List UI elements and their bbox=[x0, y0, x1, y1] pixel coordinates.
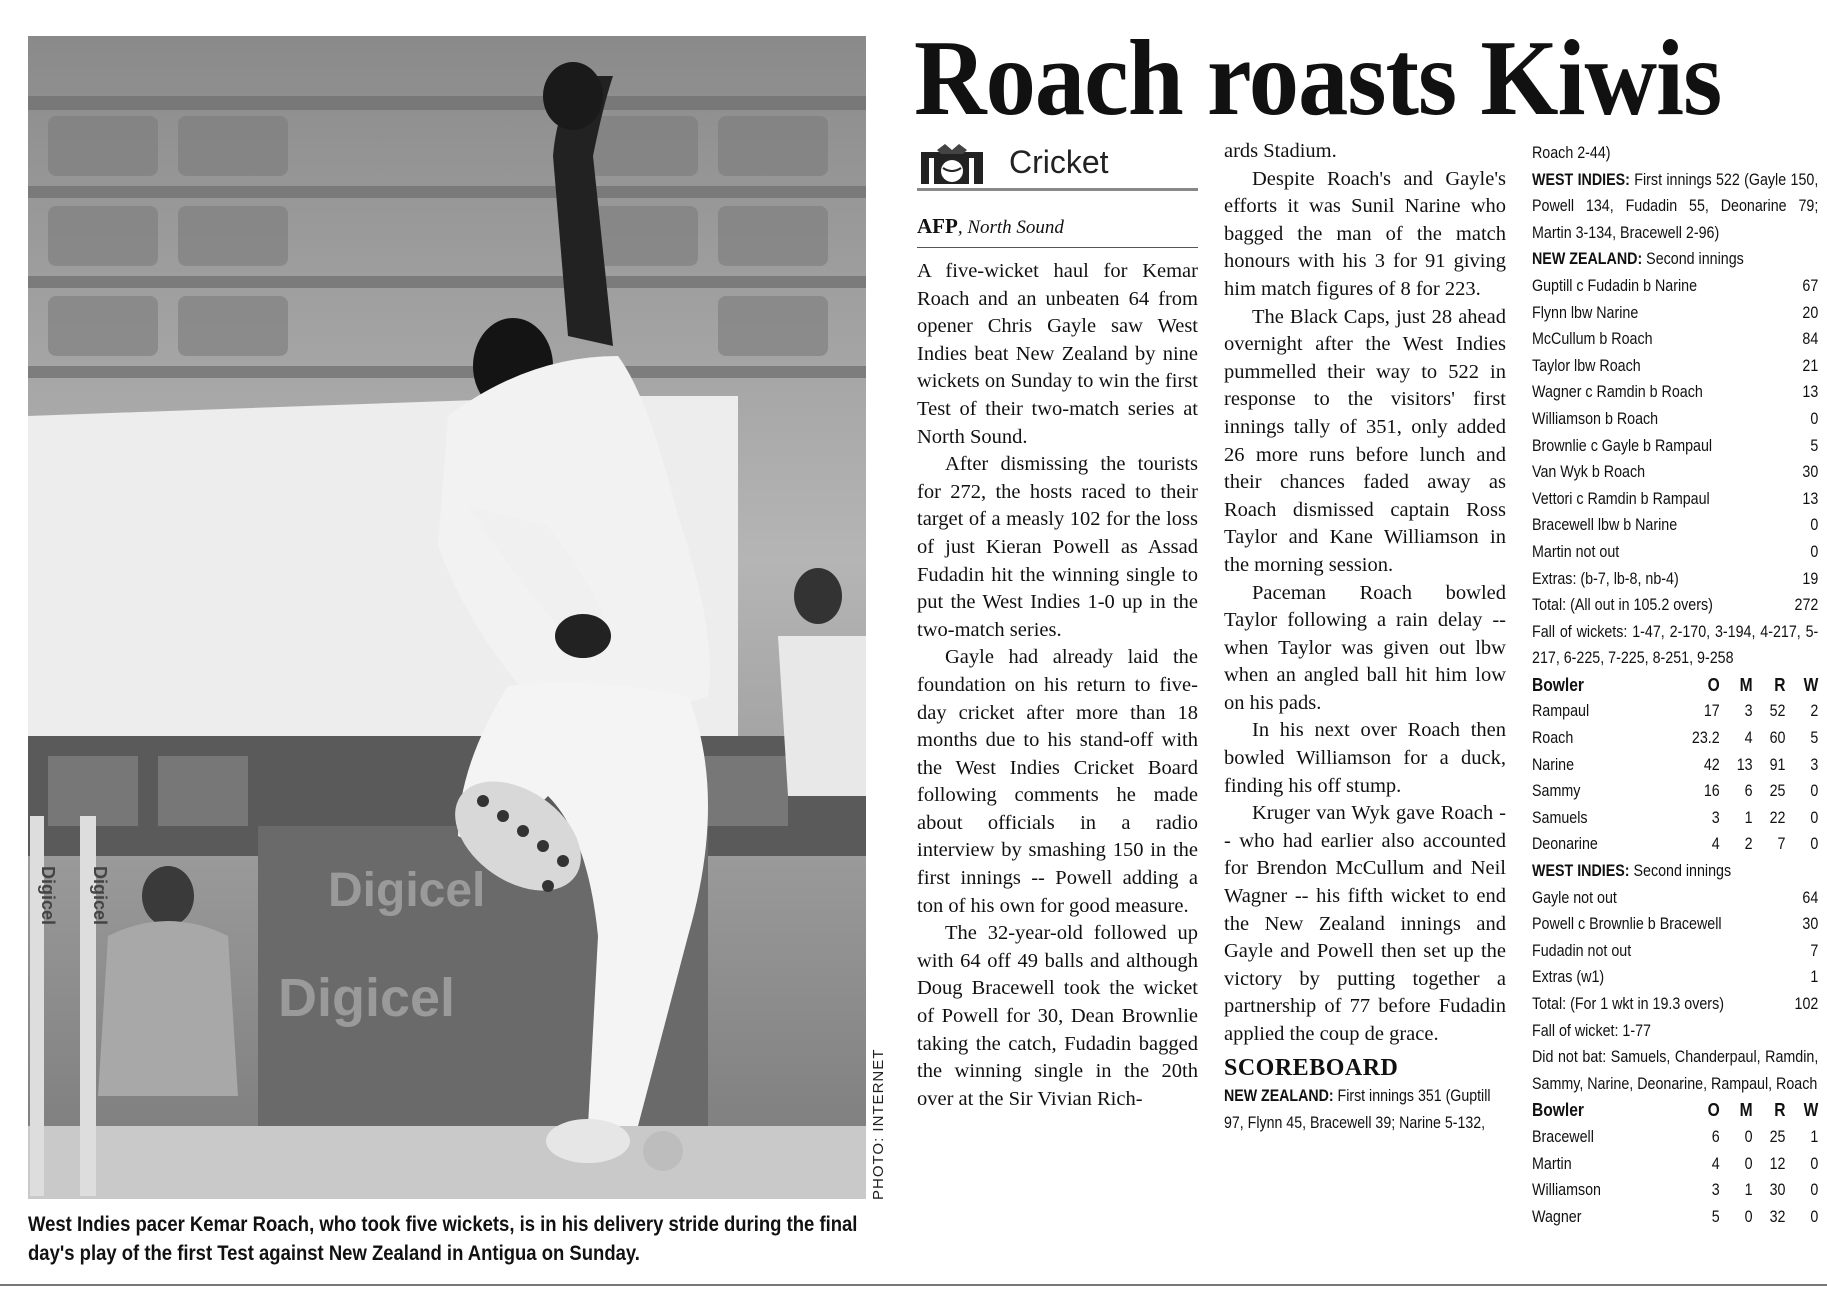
scoreboard-title: SCOREBOARD bbox=[1224, 1054, 1399, 1081]
bowler-wickets: 0 bbox=[1810, 808, 1819, 827]
bowler-name: Roach bbox=[1532, 729, 1574, 748]
col-overs: O bbox=[1707, 674, 1720, 695]
wi-batting-card bbox=[1532, 885, 1818, 1018]
batsman-dismissal: Guptill c Fudadin b Narine bbox=[1532, 276, 1698, 295]
bowler-maidens: 0 bbox=[1744, 1127, 1753, 1146]
nz-bowling-card bbox=[1532, 1124, 1818, 1230]
bowler-name: Wagner bbox=[1532, 1207, 1582, 1226]
bowler-overs: 4 bbox=[1711, 835, 1720, 854]
byline bbox=[917, 213, 1198, 248]
bowling-row bbox=[1532, 778, 1818, 805]
batting-row bbox=[1532, 592, 1818, 619]
bowler-maidens: 0 bbox=[1744, 1154, 1753, 1173]
bowler-wickets: 0 bbox=[1810, 1207, 1819, 1226]
col-wickets: W bbox=[1803, 1100, 1819, 1121]
bowler-maidens: 0 bbox=[1744, 1207, 1753, 1226]
paragraph: After dismissing the tourists for 272, the hosts raced to their target of a measly 102 for the loss of just Kieran Powell as Assad Fudadin hit the winning single to put the West Indies 1-0 up in the two-match series. bbox=[917, 453, 1198, 641]
batsman-dismissal: Extras (w1) bbox=[1532, 968, 1605, 987]
nz-first-innings-cont: Roach 2-44) bbox=[1532, 144, 1611, 162]
col-wickets: W bbox=[1803, 674, 1819, 695]
stump-sign-text: Digicel bbox=[38, 866, 58, 926]
team-label: NEW ZEALAND: bbox=[1532, 250, 1643, 269]
batsman-runs: 30 bbox=[1802, 463, 1819, 482]
bowler-maidens: 4 bbox=[1744, 729, 1753, 748]
batting-row bbox=[1532, 459, 1818, 486]
bowler-runs: 7 bbox=[1777, 835, 1786, 854]
bowler-overs: 5 bbox=[1711, 1207, 1720, 1226]
batsman-dismissal: Powell c Brownlie b Bracewell bbox=[1532, 915, 1722, 934]
batsman-dismissal: Williamson b Roach bbox=[1532, 409, 1659, 428]
bowler-runs: 91 bbox=[1769, 755, 1786, 774]
col-runs: R bbox=[1774, 1100, 1786, 1121]
photo-credit bbox=[870, 1000, 898, 1200]
batsman-dismissal: McCullum b Roach bbox=[1532, 330, 1653, 349]
batsman-dismissal: Total: (For 1 wkt in 19.3 overs) bbox=[1532, 995, 1724, 1013]
batsman-runs: 272 bbox=[1794, 596, 1819, 615]
bowling-row bbox=[1532, 1151, 1818, 1178]
bowler-runs: 52 bbox=[1769, 702, 1786, 721]
bowler-name: Rampaul bbox=[1532, 702, 1590, 721]
batsman-runs: 0 bbox=[1810, 516, 1819, 535]
cricket-logo-icon bbox=[919, 144, 985, 186]
paragraph: In his next over Roach then bowled Williamson for a duck, finding his off stump. bbox=[1224, 719, 1506, 797]
bowler-runs: 12 bbox=[1769, 1154, 1786, 1173]
bowler-name: Sammy bbox=[1532, 782, 1581, 801]
byline-agency: AFP bbox=[917, 214, 958, 238]
batting-row bbox=[1532, 512, 1818, 539]
bowler-wickets: 0 bbox=[1810, 782, 1819, 801]
batting-row bbox=[1532, 938, 1818, 965]
bowler-wickets: 0 bbox=[1810, 1154, 1819, 1173]
innings-label: Second innings bbox=[1633, 862, 1732, 881]
bowler-wickets: 0 bbox=[1810, 1181, 1819, 1200]
batsman-dismissal: Total: (All out in 105.2 overs) bbox=[1532, 596, 1713, 615]
bowler-runs: 32 bbox=[1769, 1207, 1786, 1226]
headline: Roach roasts Kiwis bbox=[914, 19, 1722, 138]
bowler-runs: 60 bbox=[1769, 729, 1786, 748]
bowler-maidens: 2 bbox=[1744, 835, 1753, 854]
batting-row bbox=[1532, 486, 1818, 513]
section-label: Cricket bbox=[1009, 144, 1109, 180]
wi-second-innings-heading bbox=[1532, 858, 1818, 885]
paragraph: The Black Caps, just 28 ahead overnight after the West Indies pummelled their way to 522 in response to the visitors' first innings tally of 351, only added 26 more runs before lunch and their chances faded away as Roach dismissed captain Ross Taylor and Kane Williamson in the morning session. bbox=[1224, 305, 1506, 576]
batsman-runs: 84 bbox=[1802, 330, 1819, 349]
bowler-overs: 6 bbox=[1711, 1127, 1720, 1146]
batting-row bbox=[1532, 885, 1818, 912]
wi-fall-of-wicket: Fall of wicket: 1-77 bbox=[1532, 1021, 1651, 1040]
did-not-bat: Did not bat: Samuels, Chanderpaul, Ramdin, Sammy, Narine, Deonarine, Rampaul, Roach bbox=[1532, 1048, 1819, 1093]
bowling-row bbox=[1532, 1204, 1818, 1231]
bowler-overs: 42 bbox=[1703, 755, 1720, 774]
batsman-dismissal: Vettori c Ramdin b Rampaul bbox=[1532, 489, 1710, 508]
bowler-maidens: 13 bbox=[1736, 755, 1753, 774]
bowling-row bbox=[1532, 1124, 1818, 1151]
bowling-row bbox=[1532, 698, 1818, 725]
batting-row bbox=[1532, 273, 1818, 300]
bowling-row bbox=[1532, 752, 1818, 779]
batsman-dismissal: Taylor lbw Roach bbox=[1532, 356, 1641, 375]
bowler-wickets: 2 bbox=[1810, 702, 1819, 721]
stump-sign-text-2: Digicel bbox=[90, 866, 110, 926]
section-kicker bbox=[917, 140, 1198, 191]
paragraph: Kruger van Wyk gave Roach -- who had earlier also accounted for Brendon McCullum and Neil Wagner -- his fifth wicket to end the New Zealand innings and Gayle and Powell then set up the victory by putting together a partnership of 77 before Fudadin applied the coup de grace. bbox=[1224, 802, 1506, 1045]
paragraph: The 32-year-old followed up with 64 off 49 balls and although Doug Bracewell took the wicket of Powell for 30, Dean Brownlie taking the catch, Fudadin bagged the winning single in the 20th over at the Sir Vivian Rich- bbox=[917, 922, 1198, 1110]
bowler-runs: 25 bbox=[1769, 782, 1786, 801]
bowler-name: Narine bbox=[1532, 755, 1575, 774]
bowler-runs: 30 bbox=[1769, 1181, 1786, 1200]
bowler-maidens: 1 bbox=[1744, 808, 1753, 827]
bowler-photo-illustration bbox=[28, 36, 866, 1199]
batsman-runs: 7 bbox=[1810, 941, 1819, 960]
bowler-name: Bracewell bbox=[1532, 1127, 1594, 1146]
batting-row bbox=[1532, 300, 1818, 327]
batsman-runs: 19 bbox=[1802, 569, 1819, 588]
photo-credit-text: PHOTO: INTERNET bbox=[870, 1048, 887, 1200]
bowling-header bbox=[1532, 672, 1818, 699]
wi-bowling-card bbox=[1532, 698, 1818, 858]
batsman-runs: 13 bbox=[1802, 489, 1819, 508]
bowler-overs: 16 bbox=[1703, 782, 1720, 801]
scoreboard-column bbox=[1532, 140, 1818, 1230]
bowler-maidens: 6 bbox=[1744, 782, 1753, 801]
batsman-dismissal: Fudadin not out bbox=[1532, 941, 1632, 960]
batsman-dismissal: Van Wyk b Roach bbox=[1532, 463, 1646, 482]
batsman-runs: 0 bbox=[1810, 409, 1819, 428]
batsman-runs: 1 bbox=[1810, 968, 1819, 987]
bowler-maidens: 1 bbox=[1744, 1181, 1753, 1200]
col-bowler: Bowler bbox=[1532, 674, 1584, 695]
bowling-row bbox=[1532, 1177, 1818, 1204]
board-sign-text: Digicel bbox=[328, 864, 486, 917]
batting-row bbox=[1532, 991, 1818, 1018]
bowling-row bbox=[1532, 805, 1818, 832]
bowler-maidens: 3 bbox=[1744, 702, 1753, 721]
byline-place: , North Sound bbox=[957, 217, 1064, 238]
batting-row bbox=[1532, 379, 1818, 406]
innings-summary: First innings 351 (Guptill 97, Flynn 45, Bracewell 39; Narine 5-132, bbox=[1224, 1086, 1491, 1132]
bowler-name: Williamson bbox=[1532, 1181, 1601, 1200]
bowling-row bbox=[1532, 831, 1818, 858]
nz-batting-card bbox=[1532, 273, 1818, 619]
batsman-runs: 13 bbox=[1802, 383, 1819, 402]
col-runs: R bbox=[1774, 674, 1786, 695]
batsman-dismissal: Wagner c Ramdin b Roach bbox=[1532, 383, 1703, 402]
cricket-photo bbox=[28, 36, 866, 1199]
team-label: WEST INDIES: bbox=[1532, 862, 1630, 881]
team-label: WEST INDIES: bbox=[1532, 170, 1630, 189]
nz-fall-of-wickets: Fall of wickets: 1-47, 2-170, 3-194, 4-217, 5-217, 6-225, 7-225, 8-251, 9-258 bbox=[1532, 622, 1819, 668]
innings-summary: First innings 522 (Gayle 150, Powell 134, Fudadin 55, Deonarine 79; Martin 3-134, Bracewell 2-96) bbox=[1532, 170, 1819, 242]
bowler-wickets: 1 bbox=[1810, 1127, 1819, 1146]
batting-row bbox=[1532, 353, 1818, 380]
batsman-dismissal: Flynn lbw Narine bbox=[1532, 303, 1639, 322]
bowler-overs: 17 bbox=[1703, 702, 1720, 721]
batting-row bbox=[1532, 911, 1818, 938]
batsman-dismissal: Extras: (b-7, lb-8, nb-4) bbox=[1532, 569, 1679, 588]
bowler-name: Samuels bbox=[1532, 808, 1588, 827]
batsman-runs: 64 bbox=[1802, 888, 1819, 907]
batting-row bbox=[1532, 406, 1818, 433]
batting-row bbox=[1532, 326, 1818, 353]
bowler-overs: 23.2 bbox=[1691, 729, 1720, 748]
batsman-runs: 20 bbox=[1802, 303, 1819, 322]
paragraph: ards Stadium. bbox=[1224, 140, 1337, 162]
paragraph: Gayle had already laid the foundation on his return to five-day cricket after more than 18 months due to his stand-off with the West Indies Cricket Board following comments he made about officials in a radio interview by smashing 150 in the first innings -- Powell adding a ton of his own for good measure. bbox=[917, 646, 1198, 917]
bowler-name: Martin bbox=[1532, 1154, 1572, 1173]
bottom-rule bbox=[0, 1284, 1827, 1286]
col-maidens: M bbox=[1739, 674, 1753, 695]
nz-second-innings-heading bbox=[1532, 246, 1818, 273]
batting-row bbox=[1532, 566, 1818, 593]
innings-label: Second innings bbox=[1646, 250, 1744, 269]
paragraph: A five-wicket haul for Kemar Roach and an unbeaten 64 from opener Chris Gayle saw West Indies beat New Zealand by nine wickets on Sunday to win the first Test of their two-match series at North Sound. bbox=[917, 260, 1198, 448]
bowler-wickets: 3 bbox=[1810, 755, 1819, 774]
paragraph: Despite Roach's and Gayle's efforts it was Sunil Narine who bagged the man of the match honours with his 3 for 91 giving him match figures of 8 for 223. bbox=[1224, 167, 1506, 300]
batting-row bbox=[1532, 964, 1818, 991]
batting-row bbox=[1532, 539, 1818, 566]
article-column-2 bbox=[1224, 138, 1506, 1137]
bowler-runs: 22 bbox=[1769, 808, 1786, 827]
batsman-dismissal: Bracewell lbw b Narine bbox=[1532, 516, 1678, 535]
batting-row bbox=[1532, 433, 1818, 460]
team-label: NEW ZEALAND: bbox=[1224, 1086, 1334, 1105]
bowler-runs: 25 bbox=[1769, 1127, 1786, 1146]
batsman-runs: 5 bbox=[1810, 436, 1819, 455]
batsman-dismissal: Martin not out bbox=[1532, 542, 1620, 561]
bowler-wickets: 0 bbox=[1810, 835, 1819, 854]
batsman-runs: 30 bbox=[1802, 915, 1819, 934]
bowler-overs: 3 bbox=[1711, 808, 1720, 827]
paragraph: Paceman Roach bowled Taylor following a rain delay -- when Taylor was given out lbw when an angled ball hit him low on his pads. bbox=[1224, 581, 1506, 714]
bowler-overs: 4 bbox=[1711, 1154, 1720, 1173]
col-bowler: Bowler bbox=[1532, 1100, 1584, 1121]
bowler-wickets: 5 bbox=[1810, 729, 1819, 748]
batsman-runs: 67 bbox=[1802, 276, 1819, 295]
article-column-1 bbox=[917, 140, 1198, 1113]
batsman-runs: 21 bbox=[1802, 356, 1819, 375]
bowler-name: Deonarine bbox=[1532, 835, 1598, 854]
nz-first-innings bbox=[1224, 1083, 1506, 1137]
wi-first-innings bbox=[1532, 167, 1818, 247]
batsman-dismissal: Brownlie c Gayle b Rampaul bbox=[1532, 436, 1713, 455]
col-maidens: M bbox=[1739, 1100, 1753, 1121]
batsman-runs: 102 bbox=[1794, 995, 1819, 1013]
bowling-header bbox=[1532, 1097, 1818, 1124]
photo-caption: West Indies pacer Kemar Roach, who took five wickets, is in his delivery stride during the final day's play of the first Test against New Zealand in Antigua on Sunday. bbox=[28, 1213, 858, 1265]
bowler-overs: 3 bbox=[1711, 1181, 1720, 1200]
bowling-row bbox=[1532, 725, 1818, 752]
col-overs: O bbox=[1707, 1100, 1720, 1121]
board-sign-text-2: Digicel bbox=[278, 968, 456, 1028]
batsman-dismissal: Gayle not out bbox=[1532, 888, 1617, 907]
batsman-runs: 0 bbox=[1810, 542, 1819, 561]
